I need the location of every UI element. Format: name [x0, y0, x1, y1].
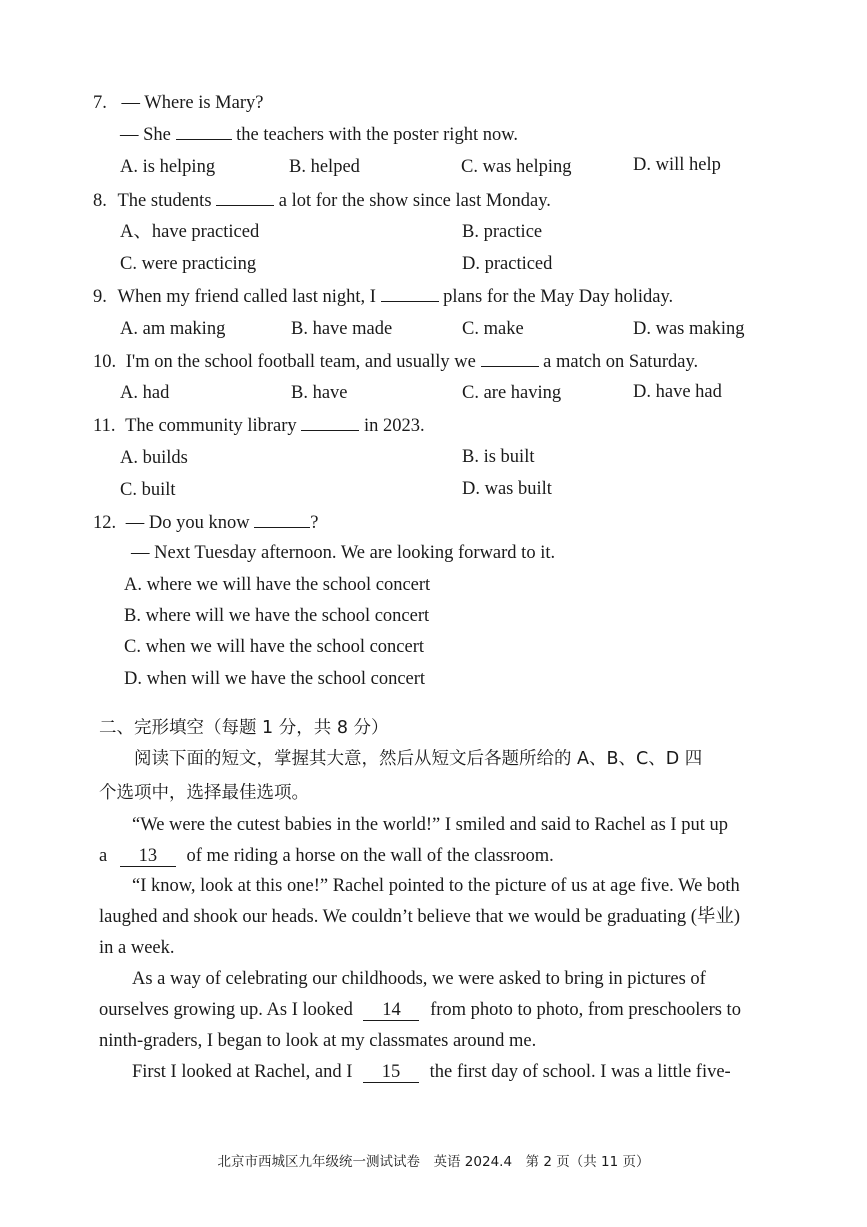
option-a: A. where we will have the school concert [124, 575, 431, 595]
question-9-stem [93, 285, 673, 308]
question-number: 8. [93, 191, 107, 211]
option-b: B. have [291, 383, 348, 403]
section-heading: 二、完形填空（每题 1 分，共 8 分） [99, 718, 389, 738]
passage-line: laughed and shook our heads. We couldn’t believe that we would be graduating (毕业) [99, 907, 741, 927]
question-text: The students [117, 191, 212, 211]
question-8-stem [93, 189, 551, 212]
passage-text: a [99, 846, 108, 866]
answer-blank [176, 123, 232, 140]
question-text: I'm on the school football team, and usually we [125, 352, 476, 372]
question-text: — Do you know [125, 513, 250, 533]
option-b: B. have made [291, 319, 393, 339]
option-b: B. helped [289, 157, 360, 177]
option-c: C. was helping [461, 157, 572, 177]
question-text: — She [120, 125, 171, 145]
section-instruction: 个选项中，选择最佳选项。 [99, 783, 309, 803]
option-c: C. when we will have the school concert [124, 637, 425, 657]
question-text: When my friend called last night, I [117, 287, 376, 307]
question-number: 11. [93, 416, 116, 436]
answer-blank [381, 285, 439, 302]
passage-text: from photo to photo, from preschoolers to [430, 1000, 741, 1020]
option-d: D. was making [633, 319, 745, 339]
passage-line [132, 1061, 731, 1083]
option-a: A. is helping [120, 157, 216, 177]
option-b: B. is built [462, 447, 535, 467]
question-7-stem [93, 92, 263, 114]
question-text: The community library [125, 416, 297, 436]
option-d: D. will help [633, 155, 721, 175]
section-instruction: 阅读下面的短文，掌握其大意，然后从短文后各题所给的 A、B、C、D 四 [134, 749, 703, 769]
question-7-line2 [120, 123, 518, 146]
option-a: A、have practiced [120, 222, 260, 242]
question-text: in 2023. [363, 416, 425, 436]
option-c: C. are having [462, 383, 562, 403]
question-text: a match on Saturday. [543, 352, 699, 372]
passage-text: of me riding a horse on the wall of the classroom. [186, 846, 554, 866]
option-d: D. when will we have the school concert [124, 669, 426, 689]
passage-line [99, 999, 741, 1021]
page-footer: 北京市西城区九年级统一测试试卷 英语 2024.4 第 2 页（共 11 页） [217, 1154, 650, 1170]
passage-line [99, 845, 554, 867]
question-number: 9. [93, 287, 107, 307]
question-12-stem [93, 511, 318, 534]
question-number: 7. [93, 93, 107, 113]
answer-blank [481, 350, 539, 367]
passage-line: ninth-graders, I began to look at my classmates around me. [99, 1031, 537, 1051]
answer-blank [254, 511, 310, 528]
answer-blank [301, 414, 359, 431]
option-b: B. practice [462, 222, 543, 242]
question-12-line2: — Next Tuesday afternoon. We are looking forward to it. [131, 543, 556, 563]
question-11-stem [93, 414, 425, 437]
passage-line: in a week. [99, 938, 175, 958]
cloze-blank-15: 15 [363, 1062, 419, 1083]
passage-line: “I know, look at this one!” Rachel pointed to the picture of us at age five. We both [132, 876, 740, 896]
passage-text: First I looked at Rachel, and I [132, 1062, 353, 1082]
question-text: ? [310, 513, 319, 533]
passage-text: the first day of school. I was a little five- [429, 1062, 731, 1082]
answer-blank [216, 189, 274, 206]
question-number: 10. [93, 352, 117, 372]
cloze-blank-14: 14 [363, 1000, 419, 1021]
option-d: D. practiced [462, 254, 553, 274]
cloze-blank-13: 13 [120, 846, 176, 867]
option-c: C. make [462, 319, 524, 339]
option-a: A. had [120, 383, 170, 403]
passage-line: “We were the cutest babies in the world!” I smiled and said to Rachel as I put up [132, 815, 728, 835]
question-text: — Where is Mary? [121, 93, 264, 113]
option-d: D. was built [462, 479, 552, 499]
question-10-stem [93, 350, 698, 373]
question-text: plans for the May Day holiday. [443, 287, 674, 307]
option-c: C. built [120, 480, 176, 500]
question-text: the teachers with the poster right now. [236, 125, 518, 145]
option-d: D. have had [633, 382, 722, 402]
question-text: a lot for the show since last Monday. [278, 191, 551, 211]
option-b: B. where will we have the school concert [124, 606, 430, 626]
option-c: C. were practicing [120, 254, 257, 274]
passage-text: ourselves growing up. As I looked [99, 1000, 353, 1020]
option-a: A. am making [120, 319, 226, 339]
option-a: A. builds [120, 448, 188, 468]
passage-line: As a way of celebrating our childhoods, we were asked to bring in pictures of [132, 969, 706, 989]
question-number: 12. [93, 513, 117, 533]
